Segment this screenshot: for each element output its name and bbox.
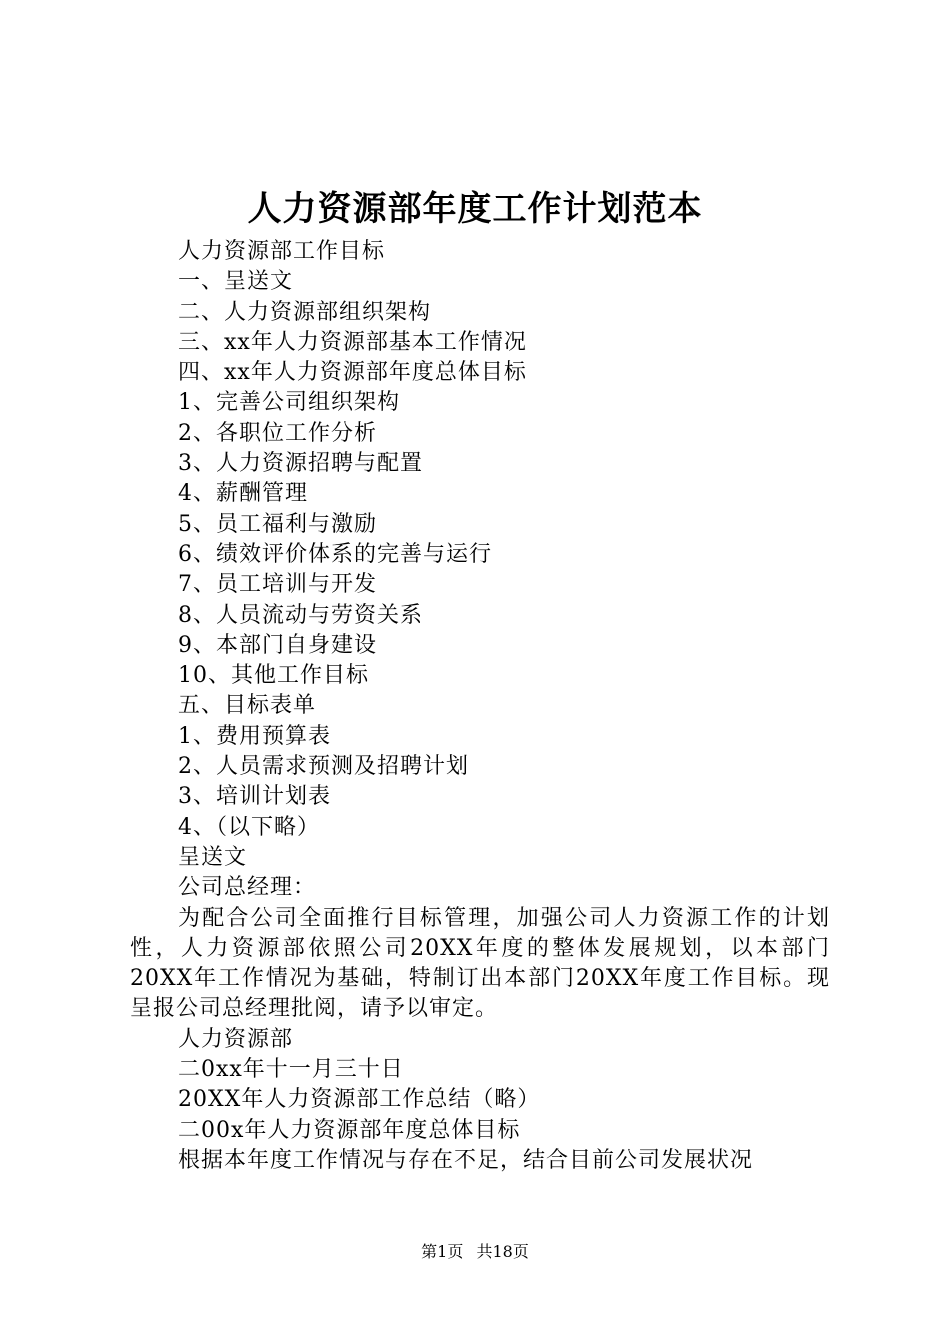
text-line: 8、人员流动与劳资关系 <box>178 602 423 628</box>
text-line: 四、xx年人力资源部年度总体目标 <box>178 360 527 386</box>
document-title: 人力资源部年度工作计划范本 <box>247 189 703 229</box>
text-line: 1、费用预算表 <box>178 723 331 749</box>
text-line: 4、薪酬管理 <box>178 481 308 507</box>
text-line: 4、（以下略） <box>178 814 320 840</box>
page-total: 共18页 <box>476 1242 529 1261</box>
body-paragraph: 为配合公司全面推行目标管理，加强公司人力资源工作的计划性，人力资源部依照公司20XX年度的整体发展规划，以本部门20XX年工作情况为基础，特制订出本部门20XX年度工作目标。现呈报公司总经理批阅，请予以审定。 <box>130 905 830 1022</box>
text-line: 20XX年人力资源部工作总结（略） <box>178 1087 541 1113</box>
text-line: 2、各职位工作分析 <box>178 420 377 446</box>
text-line: 呈送文 <box>178 844 248 870</box>
text-line: 根据本年度工作情况与存在不足，结合目前公司发展状况 <box>178 1147 754 1173</box>
text-line: 9、本部门自身建设 <box>178 632 377 658</box>
text-line: 3、培训计划表 <box>178 784 331 810</box>
text-line: 二00x年人力资源部年度总体目标 <box>178 1117 521 1143</box>
text-line: 人力资源部工作目标 <box>178 239 386 264</box>
text-line: 三、xx年人力资源部基本工作情况 <box>178 329 527 355</box>
document-body <box>130 237 830 1176</box>
page-number: 第1页 <box>421 1242 464 1261</box>
text-line: 人力资源部 <box>178 1026 294 1052</box>
text-line: 一、呈送文 <box>178 269 294 295</box>
text-line: 7、员工培训与开发 <box>178 572 377 598</box>
text-line: 二、人力资源部组织架构 <box>178 299 432 325</box>
page-footer <box>0 1240 950 1264</box>
text-line: 公司总经理： <box>178 875 317 901</box>
text-line: 5、员工福利与激励 <box>178 511 377 537</box>
text-line: 1、完善公司组织架构 <box>178 390 400 416</box>
text-line: 6、绩效评价体系的完善与运行 <box>178 541 492 567</box>
text-line: 10、其他工作目标 <box>178 663 369 689</box>
text-line: 3、人力资源招聘与配置 <box>178 451 423 477</box>
text-line: 2、人员需求预测及招聘计划 <box>178 754 469 780</box>
text-line: 二0xx年十一月三十日 <box>178 1057 404 1083</box>
text-line: 五、目标表单 <box>178 693 317 719</box>
